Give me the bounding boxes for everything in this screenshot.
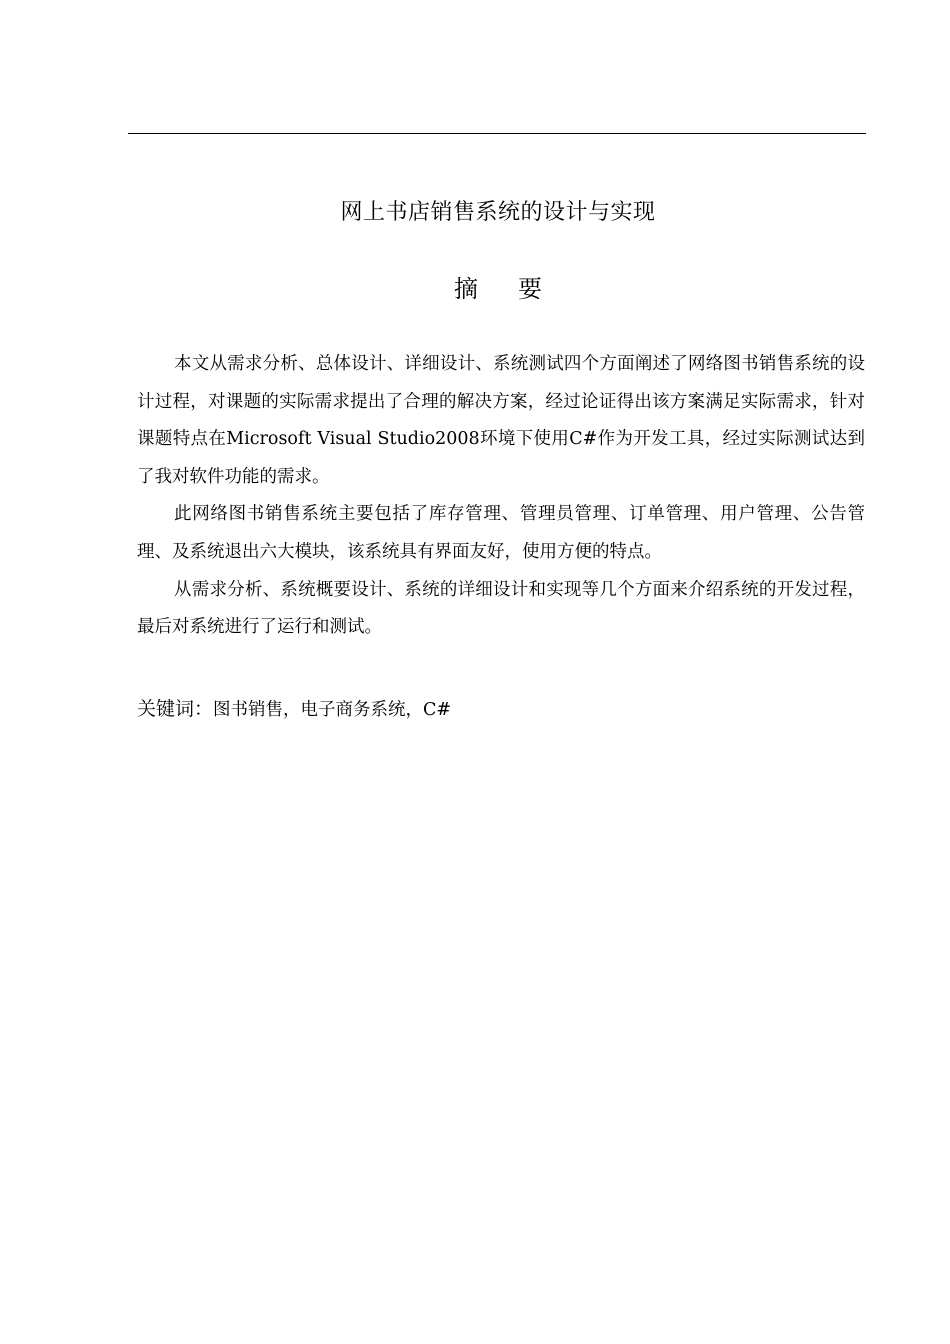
- abstract-paragraph: 本文从需求分析、总体设计、详细设计、系统测试四个方面阐述了网络图书销售系统的设计过程，对课题的实际需求提出了合理的解决方案，经过论证得出该方案满足实际需求，针对课题特点在Microsoft Visual Studio2008环境下使用C#作为开发工具，经过实际测试达到了我对软件功能的需求。: [137, 354, 865, 487]
- abstract-heading: 摘要: [454, 275, 582, 303]
- header-rule: [128, 133, 866, 134]
- abstract-paragraph: 从需求分析、系统概要设计、系统的详细设计和实现等几个方面来介绍系统的开发过程，最后对系统进行了运行和测试。: [137, 579, 865, 638]
- keywords-label: 关键词：: [137, 698, 214, 720]
- abstract-body: [137, 346, 865, 647]
- abstract-paragraph: 此网络图书销售系统主要包括了库存管理、管理员管理、订单管理、用户管理、公告管理、及系统退出六大模块，该系统具有界面友好，使用方便的特点。: [137, 504, 865, 562]
- paper-title: 网上书店销售系统的设计与实现: [340, 200, 656, 225]
- keywords-line: [137, 692, 451, 727]
- keywords-value: 图书销售，电子商务系统，C#: [213, 700, 452, 720]
